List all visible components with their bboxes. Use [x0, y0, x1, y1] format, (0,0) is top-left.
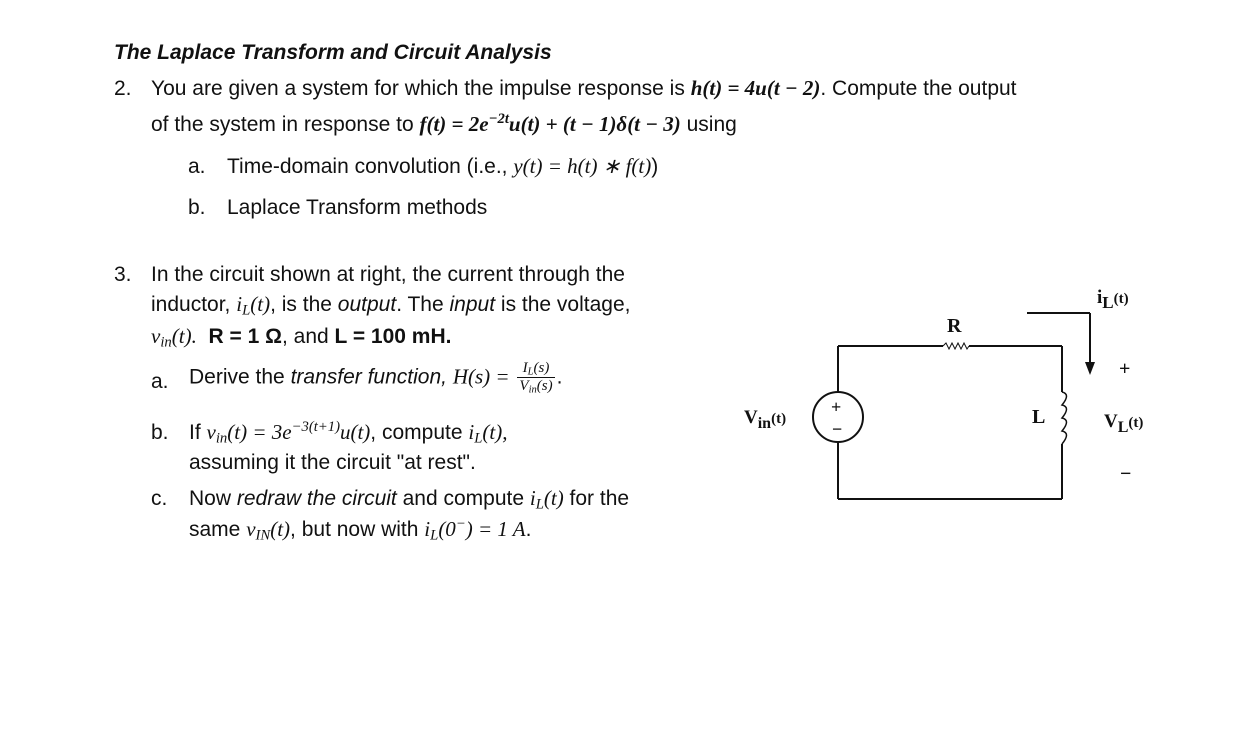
inductor-minus-sign: −: [1120, 463, 1132, 485]
source-plus-sign: +: [831, 397, 842, 417]
convolution-equation: y(t) = h(t) ∗ f(t): [513, 154, 652, 178]
problem-3c-line-2: same $v_{IN}(t)$, but now with $i_L(0^-) = 1$ A.: [189, 515, 532, 544]
problem-3-line-3: $v_{in}(t)$. R = 1 Ω, and L = 100 mH.: [151, 324, 452, 351]
inductor-plus-sign: +: [1119, 358, 1131, 380]
problem-3b-label: b.: [151, 421, 169, 444]
problem-2a-text: Time-domain convolution (i.e., y(t) = h(t) ∗ f(t)): [227, 154, 659, 178]
problem-2b-label: b.: [188, 196, 206, 219]
current-arrow-head: [1085, 362, 1095, 375]
problem-3-line-1: In the circuit shown at right, the current through the: [151, 263, 625, 286]
inductor-symbol: [1062, 392, 1067, 444]
source-label: $V_{in}^{(t)}$: [744, 407, 787, 432]
current-label: $iL^{(t)}$: [1097, 287, 1129, 312]
problem-2b-text: Laplace Transform methods: [227, 196, 488, 219]
problem-3b-line-2: assuming it the circuit "at rest".: [189, 451, 476, 474]
problem-3-number: 3.: [114, 263, 132, 286]
source-minus-sign: −: [832, 419, 843, 439]
resistor-label: R: [947, 315, 962, 337]
problem-2-tail: . Compute the output: [820, 77, 1017, 100]
circuit-wires: [838, 346, 1062, 499]
problem-2-using: using: [686, 113, 737, 136]
problem-3a-label: a.: [151, 370, 169, 393]
inductor-voltage-label: $V_L^{(t)}$: [1104, 411, 1144, 436]
problem-3-line-2: inductor, $i_L(t)$, is the output. The input is the voltage,: [151, 292, 631, 319]
transfer-function-fraction: $\frac{I_L(s)}{V_{in}(s)}$: [519, 360, 553, 396]
problem-2-text: You are given a system for which the impulse response is: [151, 77, 685, 100]
problem-3c-text: Now redraw the circuit and compute $i_L(t)$ for the: [189, 486, 630, 513]
resistor-symbol: [943, 343, 969, 349]
problem-3a-text: Derive the transfer function, H(s) = $\frac{I_L(s)}{V_{in}(s)}$ .: [189, 360, 563, 396]
problem-2a-label: a.: [188, 155, 206, 178]
problem-2-text-2: of the system in response to: [151, 113, 414, 136]
problem-2-number: 2.: [114, 77, 132, 100]
problem-3b-text: If $v_{in}(t) = 3e^{-3(t+1)}u(t)$, compute $i_L(t)$,: [189, 418, 508, 447]
input-function-equation: $f(t) = 2e^{-2t}u(t) + (t - 1)\delta(t - 3)$: [419, 110, 681, 136]
inductor-label: L: [1032, 406, 1046, 428]
problem-3c-label: c.: [151, 487, 168, 510]
page-title: The Laplace Transform and Circuit Analysis: [114, 41, 552, 64]
impulse-response-equation: h(t) = 4u(t − 2): [690, 76, 821, 100]
